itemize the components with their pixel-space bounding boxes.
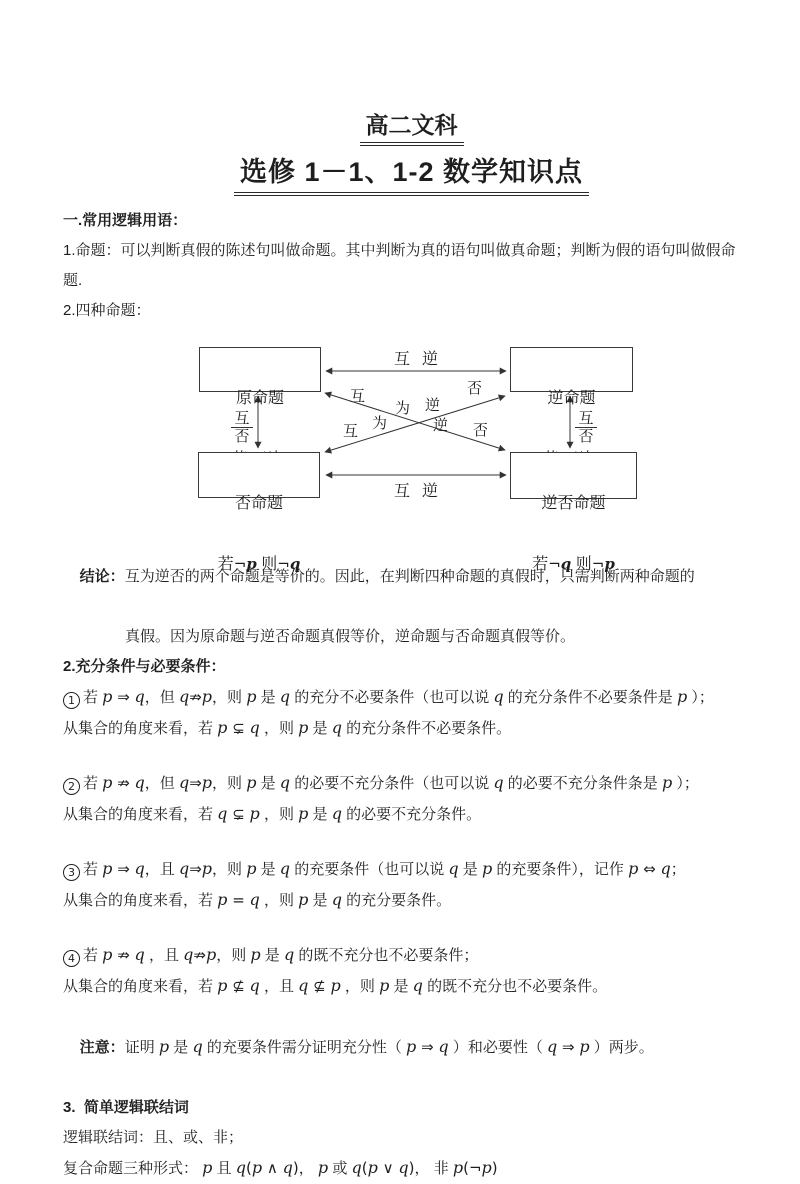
conclusion-label: 结论： [79,568,125,585]
section3-heading: 3. 简单逻辑联结词 [63,1099,189,1116]
condition-item-2-set: 从集合的角度来看，若 q ⊊ p ，则 p 是 q 的必要不充分条件。 [63,804,482,823]
condition-item-1-set: 从集合的角度来看，若 p ⊊ q ，则 p 是 q 的充分条件不必要条件。 [63,718,512,737]
subtitle-row [63,154,760,196]
compound-forms-line: 复合命题三种形式： p 且 q(p ∧ q)， p 或 q(p ∨ q)， 非 p(¬p) [63,1158,498,1177]
label-mutual-negation-right: 互 否 [573,411,599,444]
box-title: 原命题 [235,390,284,407]
proposition-def-line1: 1.命题：可以判断真假的陈述句叫做命题。其中判断为真的语句叫做真命题；判断为假的语句叫做假命 [63,242,736,259]
proposition-def-line2: 题. [63,272,83,289]
spacer [63,830,760,854]
doc-subtitle: 选修 1－1、1-2 数学知识点 [234,154,589,196]
box-title: 逆否命题 [541,495,606,512]
label-mutual-inverse-bottom: 互逆 [394,483,451,500]
conclusion-line2: 真假。因为原命题与逆否命题真假等价，逆命题与否命题真假等价。 [125,628,576,645]
spacer [63,744,760,768]
condition-item-4-main: 4 若 p ⇏ q ，且 q⇏p，则 p 是 q 的既不充分也不必要条件； [63,940,760,971]
diagonal-label-char: 逆 [425,397,441,414]
condition-item-3-set: 从集合的角度来看，若 p = q ，则 p 是 q 的充分要条件。 [63,890,452,909]
section2-heading: 2.充分条件与必要条件： [63,658,226,675]
box-negation-proposition [198,452,320,573]
box-converse-proposition [510,347,633,407]
section1-heading: 一.常用逻辑用语： [63,212,188,229]
four-propositions-diagram [188,342,650,573]
condition-item-1-main: 1 若 p ⇒ q，但 q⇏p，则 p 是 q 的充分不必要条件（也可以说 q 的充分条件不必要条件是 p ）； [63,682,760,713]
note-line: 注意：证明 p 是 q 的充要条件需分证明充分性（ p ⇒ q ）和必要性（ q ⇒ p ）两步。 [79,1037,654,1056]
diagonal-label-char: 为 [372,415,388,432]
note-label: 注意： [79,1039,125,1056]
diagonal-label-char: 互 [350,388,366,405]
diagonal-label-char: 逆 [433,417,449,434]
logic-connectives-line: 逻辑联结词：且、或、非； [63,1129,244,1146]
box-formula: 若¬p 则¬q [217,555,301,573]
diagonal-label-char: 否 [467,380,483,397]
spacer [63,916,760,940]
box-contrapositive-proposition [510,452,637,573]
conclusion-line1: 结论：互为逆否的两个命题是等价的。因此，在判断四种命题的真假时，只需判断两种命题的 [79,568,695,585]
condition-item-4-set: 从集合的角度来看，若 p ⊈ q ，且 q ⊈ p ，则 p 是 q 的既不充分也不必要条件。 [63,976,608,995]
box-title: 逆命题 [547,390,596,407]
doc-title: 高二文科 [360,110,464,146]
box-formula: 若¬q 则¬p [532,555,615,573]
four-propositions-heading: 2.四种命题： [63,302,151,319]
condition-item-3-main: 3 若 p ⇒ q，且 q⇒p，则 p 是 q 的充要条件（也可以说 q 是 p 的充要条件），记作 p ⇔ q； [63,854,760,885]
diagonal-label-char: 否 [473,422,489,439]
label-mutual-negation-left: 互 否 [229,411,255,444]
label-mutual-inverse-top: 互逆 [394,351,451,368]
title-row [63,110,760,146]
diagonal-label-char: 为 [395,400,411,417]
diagonal-label-char: 互 [343,423,359,440]
box-original-proposition [199,347,321,407]
box-title: 否命题 [234,495,283,512]
condition-item-2-main: 2 若 p ⇏ q，但 q⇒p，则 p 是 q 的必要不充分条件（也可以说 q 的必要不充分条件条是 p ）； [63,768,760,799]
